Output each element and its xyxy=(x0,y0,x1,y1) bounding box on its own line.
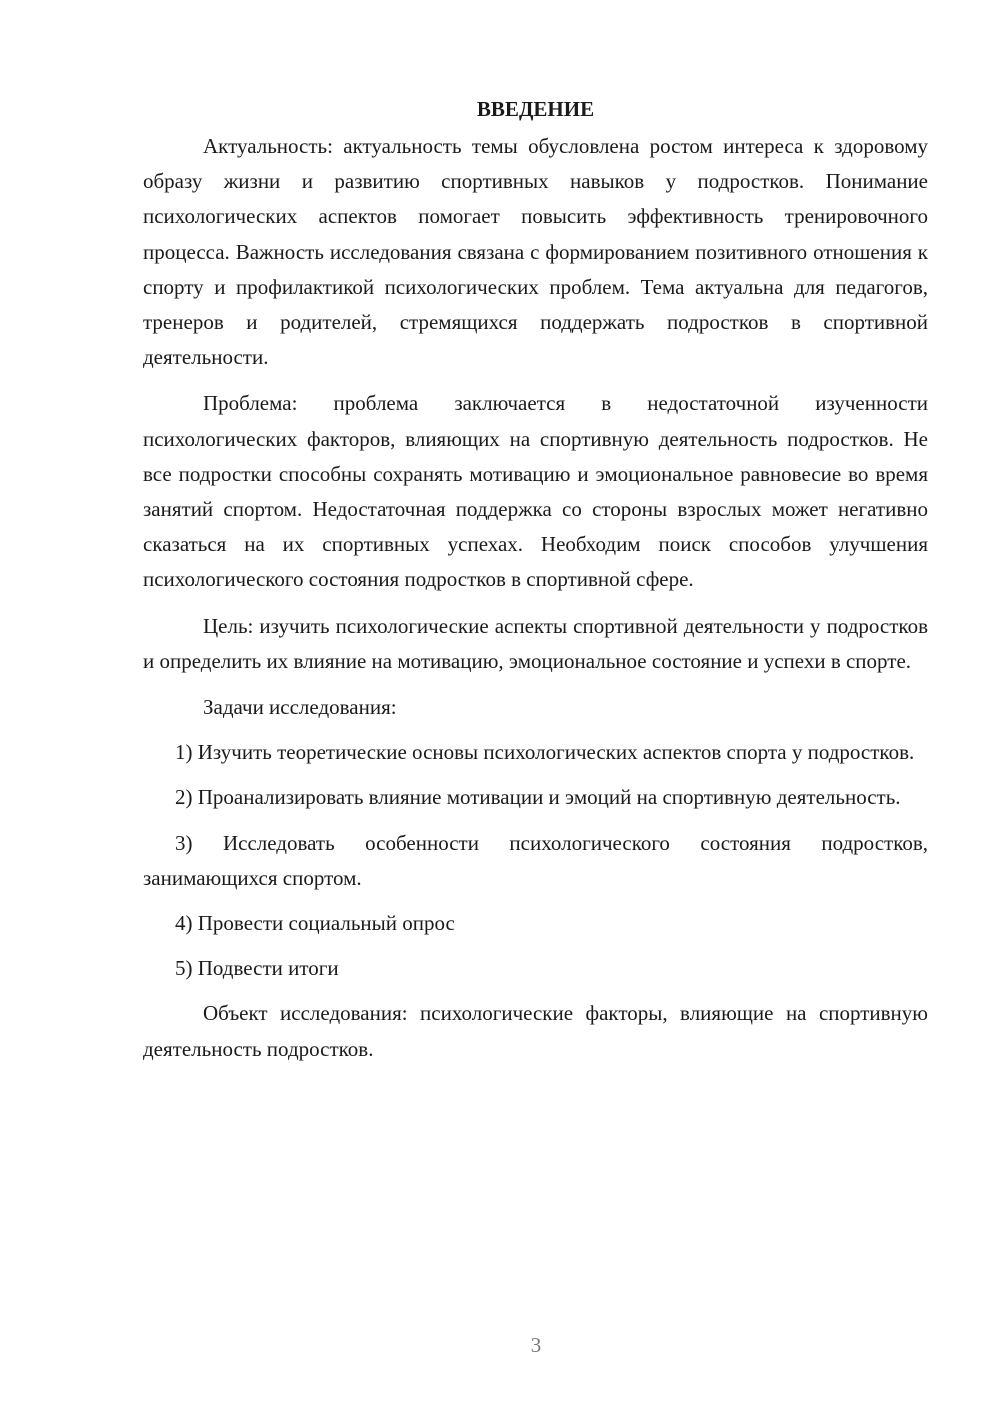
task-item-2: 2) Проанализировать влияние мотивации и эмоций на спортивную деятельность. xyxy=(175,785,901,810)
goal-paragraph: Цель: изучить психологические аспекты спортивной деятельности у подростков и определить их влияние на мотивацию, эмоциональное состояние и успехи в спорте. xyxy=(143,613,928,673)
task-item-5: 5) Подвести итоги xyxy=(175,956,339,981)
object-paragraph: Объект исследования: психологические факторы, влияющие на спортивную деятельность подростков. xyxy=(143,1001,928,1061)
page-number: 3 xyxy=(530,1333,542,1357)
problem-paragraph: Проблема: проблема заключается в недостаточной изученности психологических факторов, влияющих на спортивную деятельность подростков. Не все подростки способны сохранять мотивацию и эмоциональное равновесие во время занятий спортом. Недостаточная поддержка со стороны взрослых может негативно сказаться на их спортивных успехах. Необходим поиск способов улучшения психологического состояния подростков в спортивной сфере. xyxy=(143,391,928,592)
task-item-4: 4) Провести социальный опрос xyxy=(175,911,455,936)
relevance-paragraph: Актуальность: актуальность темы обусловлена ростом интереса к здоровому образу жизни и развитию спортивных навыков у подростков. Понимание психологических аспектов помогает повысить эффективность тренировочного процесса. Важность исследования связана с формированием позитивного отношения к спорту и профилактикой психологических проблем. Тема актуальна для педагогов, тренеров и родителей, стремящихся поддержать подростков в спортивной деятельности. xyxy=(143,134,928,370)
task-item-1: 1) Изучить теоретические основы психологических аспектов спорта у подростков. xyxy=(175,740,915,765)
tasks-heading: Задачи исследования: xyxy=(203,695,397,720)
page-title: ВВЕДЕНИЕ xyxy=(476,97,595,121)
task-item-3: 3) Исследовать особенности психологического состояния подростков, занимающихся спортом. xyxy=(143,830,928,890)
document-page xyxy=(143,92,928,1067)
